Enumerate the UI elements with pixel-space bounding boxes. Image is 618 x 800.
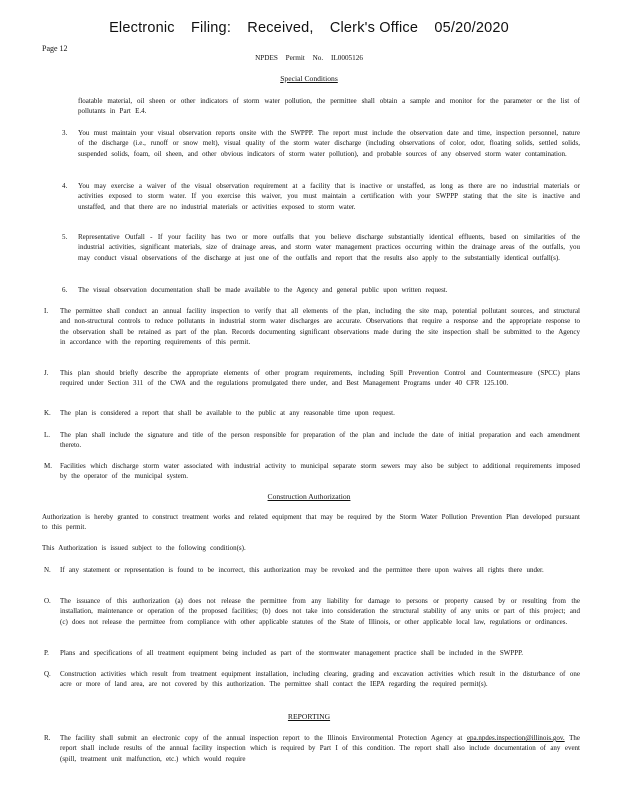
filing-label: Electronic [109,20,175,36]
special-conditions-title: Special Conditions [280,74,338,83]
paragraph-q: Construction activities which result from treatment equipment installation, including clearing, grading and excavation activities which result in the disturbance of one acre or more of land area, are not covered by this authorization. The permittee shall contact the IEPA regarding the required permit(s). [60,670,580,689]
paragraph-6: The visual observation documentation shall be made available to the Agency and general public upon written request. [78,286,448,294]
paragraph-r [60,733,580,764]
paragraph-5: Representative Outfall - If your facility has two or more outfalls that you believe discharge substantially identical effluents, based on similarities of the industrial activities, significant materials, size of drainage areas, and storm water management practices occurring within the drainage areas of the outfalls, you may conduct visual observations of the discharge at just one of the outfalls and report that the results also apply to the substantially identical outfall(s). [78,233,580,262]
paragraph-o: The issuance of this authorization (a) does not release the permittee from any liability for damage to persons or property caused by or resulting from the installation, maintenance or operation of the proposed facilities; (b) does not take into consideration the structural stability of any units or part of this project; and (c) does not release the permittee from compliance with other applicable statutes of the State of Illinois, or other applicable local law, regulations or ordinances. [60,597,580,626]
reporting-title: REPORTING [287,712,331,721]
construction-authorization-title: Construction Authorization [267,492,351,501]
reporting-heading [0,712,618,721]
construction-authorization-heading [0,492,618,501]
paragraph-p: Plans and specifications of all treatment equipment being included as part of the stormwater management practice shall be included in the SWPPP. [60,649,524,657]
paragraph-r-intro: The facility shall submit an electronic copy of the annual inspection report to the Illinois Environmental Protection Agency at [60,734,463,742]
paragraph-i: The permittee shall conduct an annual facility inspection to verify that all elements of the plan, including the site map, potential pollutant sources, and structural and non-structural controls to reduce pollutants in industrial storm water discharges are accurate. Observations that require a response and the appropriate response to the observation shall be retained as part of the plan. Records documenting significant observations made during the site inspection shall be submitted to the Agency in accordance with the reporting requirements of this permit. [60,307,580,347]
paragraph-4: You may exercise a waiver of the visual observation requirement at a facility that is inactive or unstaffed, as long as there are no industrial materials or activities exposed to storm water. If you exercise this waiver, you must maintain a certification with your SWPPP stating that the site is inactive and unstaffed, and that there are no industrial materials or activities exposed to storm water. [78,182,580,211]
paragraph-r-body: The report shall include results of the annual facility inspection which is required by Part I of this condition. The report shall also include documentation of any event (spill, treatment unit malfunction, etc.) which would require [60,734,580,763]
item-number-4: 4. [62,182,68,190]
item-letter-i: I. [44,307,49,315]
item-number-6: 6. [62,286,68,294]
page-number: Page 12 [42,44,68,53]
item-number-5: 5. [62,233,68,241]
paragraph-n: If any statement or representation is found to be incorrect, this authorization may be revoked and the permittee there upon waives all rights there under. [60,566,544,574]
office-label: Clerk's Office [329,20,419,36]
special-conditions-heading [0,74,618,83]
item-letter-l: L. [44,431,51,439]
item-letter-o: O. [44,597,51,605]
filing-label-2: Filing: [190,20,232,36]
item-letter-m: M. [44,462,52,470]
filing-date: 05/20/2020 [434,20,509,36]
item-letter-r: R. [44,734,51,742]
item-letter-n: N. [44,566,51,574]
authorization-conditions-intro: This Authorization is issued subject to the following condition(s). [42,544,246,552]
filing-header [0,20,618,36]
item-letter-j: J. [44,369,49,377]
received-label: Received, [247,20,314,36]
paragraph-j: This plan should briefly describe the appropriate elements of other program requirements, including Spill Prevention Control and Countermeasure (SPCC) plans required under Section 311 of the CWA and the regulations promulgated there under, and Best Management Programs under 40 CFR 125.100. [60,369,580,388]
paragraph-k: The plan is considered a report that shall be available to the public at any reasonable time upon request. [60,409,395,417]
inspection-email-link[interactable]: epa.npdes.inspection@illinois.gov. [466,734,565,742]
authorization-paragraph: Authorization is hereby granted to construct treatment works and related equipment that may be required by the Storm Water Pollution Prevention Plan developed pursuant to this permit. [42,513,580,532]
permit-number: NPDES Permit No. IL0005126 [255,54,363,62]
paragraph-3: You must maintain your visual observation reports onsite with the SWPPP. The report must include the observation date and time, inspection personnel, nature of the discharge (i.e., runoff or snow melt), visual quality of the storm water discharge (including observations of color, odor, floating solids, settled solids, suspended solids, foam, oil sheen, and other obvious indicators of storm water pollution), and probable sources of any observed storm water contamination. [78,129,580,158]
item-letter-p: P. [44,649,49,657]
item-number-3: 3. [62,129,68,137]
paragraph-m: Facilities which discharge storm water associated with industrial activity to municipal separate storm sewers may also be subject to additional requirements imposed by the operator of the municipal system. [60,462,580,481]
item-letter-q: Q. [44,670,51,678]
paragraph-l: The plan shall include the signature and title of the person responsible for preparation of the plan and include the date of initial preparation and each amendment thereto. [60,431,580,450]
paragraph-continuation: floatable material, oil sheen or other indicators of storm water pollution, the permittee shall obtain a sample and monitor for the parameter or the list of pollutants in Part E.4. [78,97,580,116]
item-letter-k: K. [44,409,51,417]
